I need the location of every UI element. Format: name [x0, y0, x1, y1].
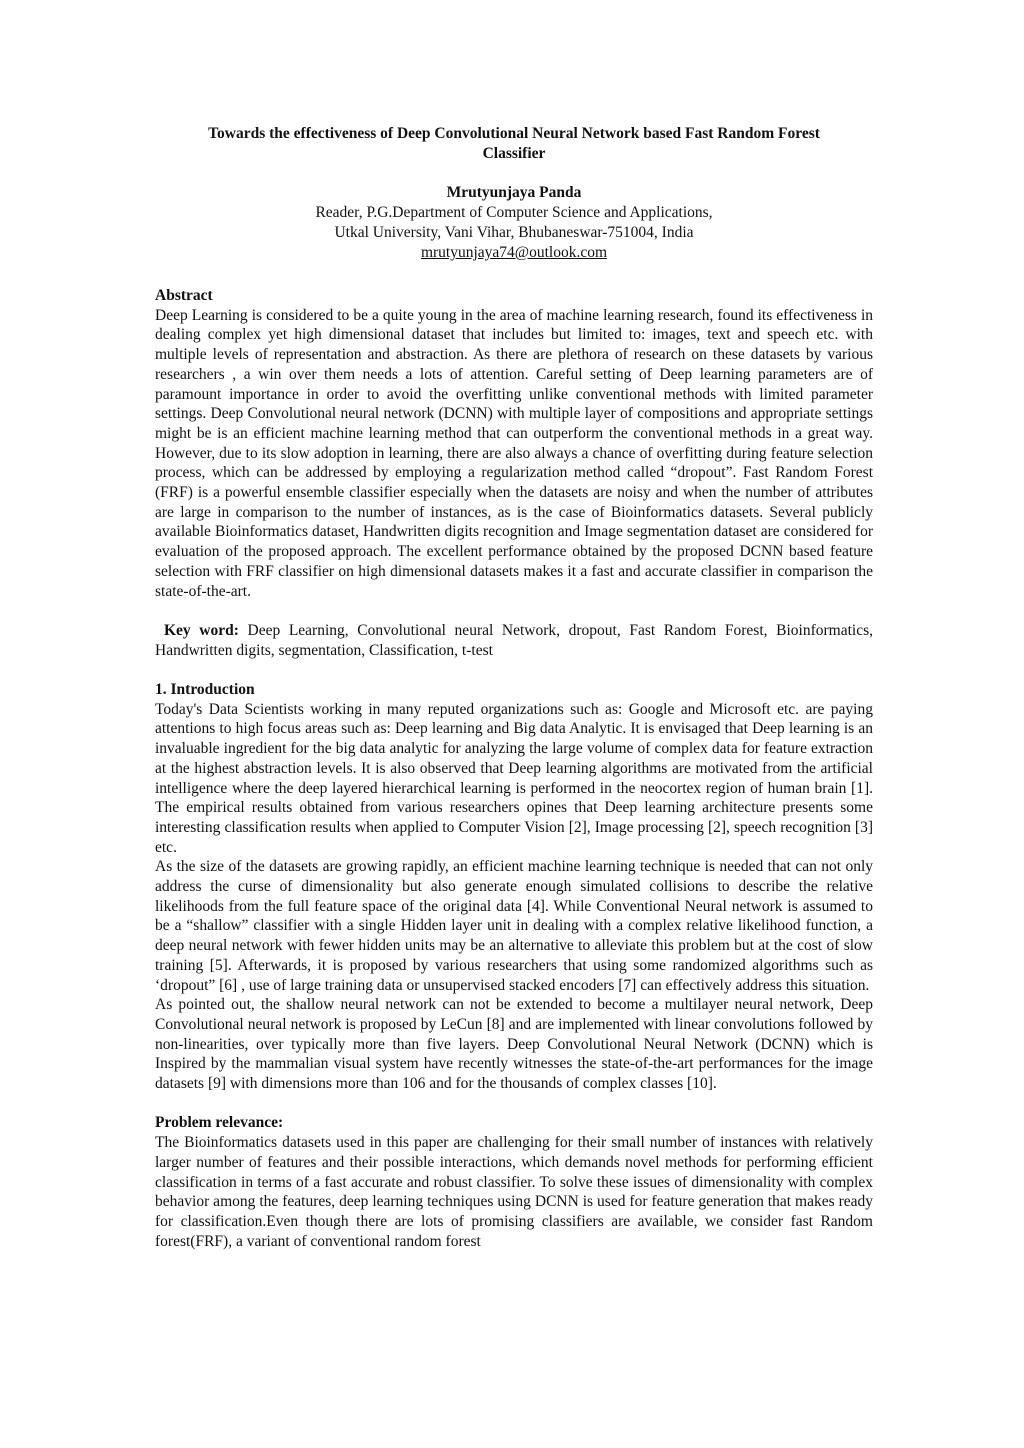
keywords-text: Deep Learning, Convolutional neural Network, dropout, Fast Random Forest, Bioinformatics, Handwritten digits, segmentation, Classification, t-test	[155, 621, 873, 659]
title-line-1: Towards the effectiveness of Deep Convolutional Neural Network based Fast Random Forest	[208, 125, 820, 142]
abstract-text: Deep Learning is considered to be a quite young in the area of machine learning research, found its effectiveness in dealing complex yet high dimensional dataset that includes but limited to: images, text and speech etc. with multiple levels of representation and abstraction. As there are plethora of research on these datasets by various researchers , a win over them needs a lots of attention. Careful setting of Deep learning parameters are of paramount importance in order to avoid the overfitting unlike conventional methods with limited parameter settings. Deep Convolutional neural network (DCNN) with multiple layer of compositions and appropriate settings might be is an efficient machine learning method that can outperform the conventional methods in a great way. However, due to its slow adoption in learning, there are also always a chance of overfitting during feature selection process, which can be addressed by employing a regularization method called “dropout”. Fast Random Forest (FRF) is a powerful ensemble classifier especially when the datasets are noisy and when the number of attributes are large in comparison to the number of instances, as is the case of Bioinformatics datasets. Several publicly available Bioinformatics dataset, Handwritten digits recognition and Image segmentation dataset are considered for evaluation of the proposed approach. The excellent performance obtained by the proposed DCNN based feature selection with FRF classifier on high dimensional datasets makes it a fast and accurate classifier in comparison the state-of-the-art.	[155, 306, 873, 600]
author-block	[155, 183, 873, 263]
problem-relevance-heading: Problem relevance:	[155, 1114, 284, 1132]
author-email-link[interactable]: mrutyunjaya74@outlook.com	[420, 244, 608, 261]
abstract-heading: Abstract	[155, 287, 213, 304]
keywords-paragraph	[155, 621, 873, 660]
problem-relevance-text: The Bioinformatics datasets used in this paper are challenging for their small number of instances with relatively larger number of features and their possible interactions, which demands novel methods for performing efficient classification in terms of a fast accurate and robust classifier. To solve these issues of dimensionality with complex behavior among the features, deep learning techniques using DCNN is used for feature generation that makes ready for classification.Even though there are lots of promising classifiers are available, we consider fast Random forest(FRF), a variant of conventional random forest	[155, 1134, 873, 1250]
introduction-paragraph-1: Today's Data Scientists working in many reputed organizations such as: Google and Microsoft etc. are paying attentions to high focus areas such as: Deep learning and Big data Analytic. It is envisaged that Deep learning is an invaluable ingredient for the big data analytic for analyzing the large volume of complex data for feature extraction at the highest abstraction levels. It is also observed that Deep learning algorithms are motivated from the artificial intelligence where the deep layered hierarchical learning is performed in the neocortex region of human brain [1]. The empirical results obtained from various researchers opines that Deep learning architecture presents some interesting classification results when applied to Computer Vision [2], Image processing [2], speech recognition [3] etc.	[155, 700, 873, 856]
paper-title	[155, 124, 873, 164]
author-affiliation-line-1: Reader, P.G.Department of Computer Science and Applications,	[315, 204, 713, 221]
introduction-paragraph-2: As the size of the datasets are growing rapidly, an efficient machine learning technique is needed that can not only address the curse of dimensionality but also generate enough simulated collisions to describe the relative likelihoods from the full feature space of the original data [4]. While Conventional Neural network is assumed to be a “shallow” classifier with a single Hidden layer unit in dealing with a complex relative likelihood function, a deep neural network with fewer hidden units may be an alternative to alleviate this problem but at the cost of slow training [5]. Afterwards, it is proposed by various researchers that using some randomized algorithms such as ‘dropout” [6] , use of large training data or unsupervised stacked encoders [7] can effectively address this situation.	[155, 858, 873, 994]
author-name: Mrutyunjaya Panda	[446, 184, 582, 201]
keywords-label: Key word:	[164, 621, 239, 639]
author-affiliation-line-2: Utkal University, Vani Vihar, Bhubaneswar-751004, India	[334, 224, 694, 241]
title-line-2: Classifier	[482, 145, 546, 162]
paper-page	[155, 124, 873, 1251]
introduction-heading: 1. Introduction	[155, 681, 255, 699]
introduction-paragraph-3: As pointed out, the shallow neural network can not be extended to become a multilayer neural network, Deep Convolutional neural network is proposed by LeCun [8] and are implemented with linear convolutions followed by non-linearities, over typically more than five layers. Deep Convolutional Neural Network (DCNN) which is Inspired by the mammalian visual system have recently witnesses the state-of-the-art performances for the image datasets [9] with dimensions more than 106 and for the thousands of complex classes [10].	[155, 996, 873, 1093]
